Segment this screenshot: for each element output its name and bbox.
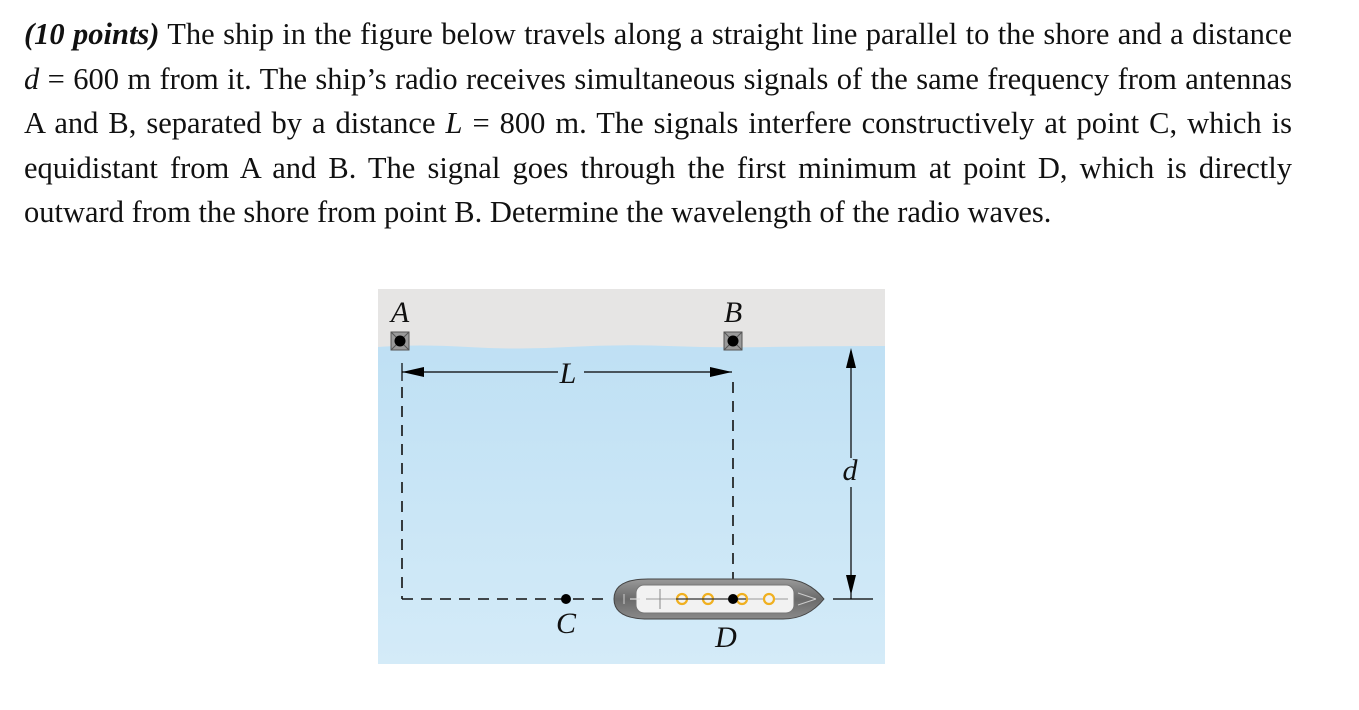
points-label: (10 points)	[24, 17, 160, 51]
point-d	[728, 594, 738, 604]
shore	[378, 289, 885, 349]
variable-d: d	[24, 61, 40, 96]
problem-statement	[24, 12, 1292, 235]
label-d-point: D	[715, 621, 737, 654]
antenna-a-icon	[391, 332, 409, 350]
variable-L: L	[445, 106, 463, 140]
ship-antenna-figure	[378, 289, 885, 664]
label-c: C	[555, 607, 577, 640]
problem-text-3: = 800 m. The signals interfere constructively at point C, which is equidistant from A and B. The signal goes through the first minimum at point D, which is directly outward from the shore from point B. Determine the wavelength of the radio waves.	[24, 106, 1292, 229]
problem-text-1: The ship in the figure below travels along a straight line parallel to the shore and a distance	[159, 17, 1292, 51]
problem-text-2: = 600 m from it. The ship’s radio receives simultaneous signals of the same frequency from antennas A and B, separated by a distance	[24, 61, 1292, 140]
label-l: L	[559, 357, 577, 390]
ship-icon	[614, 579, 824, 619]
antenna-b-icon	[724, 332, 742, 350]
label-d: d	[842, 454, 858, 487]
porthole-4	[764, 594, 774, 604]
label-a: A	[390, 296, 410, 329]
label-b: B	[723, 296, 743, 329]
point-c	[561, 594, 571, 604]
